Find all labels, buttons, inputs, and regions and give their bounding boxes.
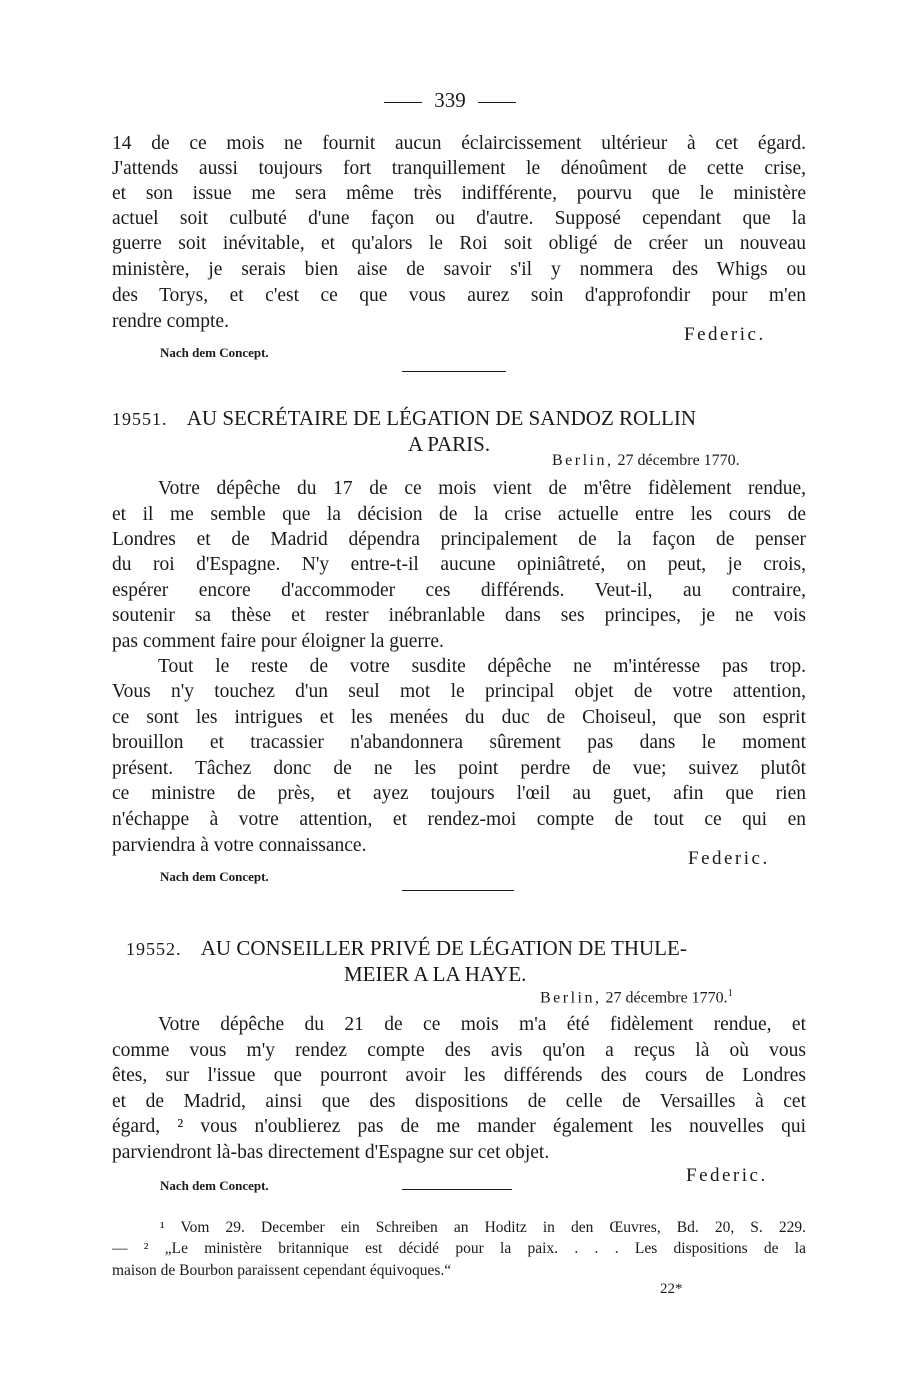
text-line: présent. Tâchez donc de ne les point perdre de vue; suivez plutôt: [112, 758, 806, 779]
signature: Federic.: [688, 848, 770, 869]
footnote-line: — ² „Le ministère britannique est décidé pour la paix. . . . Les dispositions de la: [112, 1240, 806, 1257]
text-line: rendre compte.: [112, 311, 229, 332]
page-number: [0, 88, 900, 113]
text-line: 14 de ce mois ne fournit aucun éclaircissement ultérieur à cet égard.: [112, 133, 806, 154]
text-line: des Torys, et c'est ce que vous aurez soin d'approfondir pour m'en: [112, 285, 806, 306]
text-line: ce sont les intrigues et les menées du duc de Choiseul, que son esprit: [112, 707, 806, 728]
dateline: [552, 452, 740, 470]
text-line: soutenir sa thèse et rester inébranlable dans ses principes, je ne vois: [112, 605, 806, 626]
source-note: Nach dem Concept.: [160, 869, 269, 884]
text-line: du roi d'Espagne. N'y entre-t-il aucune opiniâtreté, on peut, je crois,: [112, 554, 806, 575]
source-note: Nach dem Concept.: [160, 1178, 269, 1193]
text-line: égard, ² vous n'oublierez pas de me mander également les nouvelles qui: [112, 1116, 806, 1137]
text-line: et son issue me sera même très indifférente, pourvu que le ministère: [112, 183, 806, 204]
text-line: comme vous m'y rendez compte des avis qu'on a reçus là où vous: [112, 1040, 806, 1061]
text-line: J'attends aussi toujours fort tranquillement le dénoûment de cette crise,: [112, 158, 806, 179]
text-line: Londres et de Madrid dépendra principalement de la façon de penser: [112, 529, 806, 550]
heading-line-1: AU CONSEILLER PRIVÉ DE LÉGATION DE THULE-: [200, 936, 687, 960]
section-divider: [402, 890, 514, 891]
date-text: 27 décembre 1770.: [605, 989, 728, 1007]
section-divider: [402, 371, 506, 372]
text-line: Tout le reste de votre susdite dépêche ne m'intéresse pas trop.: [158, 656, 806, 677]
letter-number: 19551.: [112, 409, 168, 429]
signature: Federic.: [686, 1165, 768, 1186]
heading-line-2: MEIER A LA HAYE.: [344, 962, 527, 986]
heading-line-2: A PARIS.: [408, 432, 491, 456]
text-line: ce ministre de près, et ayez toujours l'œil au guet, afin que rien: [112, 783, 806, 804]
text-line: Votre dépêche du 21 de ce mois m'a été fidèlement rendue, et: [158, 1014, 806, 1035]
section-divider: [402, 1189, 512, 1190]
footnote-ref: 1: [727, 988, 733, 999]
text-line: et de Madrid, ainsi que des dispositions de celle de Versailles à cet: [112, 1091, 806, 1112]
text-line: guerre soit inévitable, et qu'alors le Roi soit obligé de créer un nouveau: [112, 233, 806, 254]
text-line: espérer encore d'accommoder ces différends. Veut-il, au contraire,: [112, 580, 806, 601]
text-line: êtes, sur l'issue que pourront avoir les différends des cours de Londres: [112, 1065, 806, 1086]
page-number-dash-right: [478, 102, 516, 103]
dateline: [540, 988, 733, 1007]
text-line: actuel soit culbuté d'une façon ou d'autre. Supposé cependant que la: [112, 208, 806, 229]
letter-heading: [126, 936, 687, 961]
date-text: 27 décembre 1770.: [617, 452, 740, 469]
source-note: Nach dem Concept.: [160, 345, 269, 360]
page-number-text: 339: [434, 88, 466, 112]
heading-line-1: AU SECRÉTAIRE DE LÉGATION DE SANDOZ ROLLIN: [186, 406, 697, 430]
text-line: n'échappe à votre attention, et rendez-moi compte de tout ce qui en: [112, 809, 806, 830]
date-place: Berlin,: [540, 989, 602, 1007]
letter-number: 19552.: [126, 939, 182, 959]
date-place: Berlin,: [552, 452, 614, 469]
text-line: pas comment faire pour éloigner la guerre.: [112, 631, 444, 652]
footnote-line: maison de Bourbon paraissent cependant équivoques.“: [112, 1262, 452, 1279]
text-line: parviendront là-bas directement d'Espagne sur cet objet.: [112, 1142, 550, 1163]
letter-heading: [112, 406, 696, 431]
text-line: parviendra à votre connaissance.: [112, 835, 367, 856]
text-line: Votre dépêche du 17 de ce mois vient de m'être fidèlement rendue,: [158, 478, 806, 499]
sheet-signature: 22*: [660, 1281, 683, 1297]
text-line: ministère, je serais bien aise de savoir s'il y nommera des Whigs ou: [112, 259, 806, 280]
text-line: Vous n'y touchez d'un seul mot le principal objet de votre attention,: [112, 681, 806, 702]
text-line: brouillon et tracassier n'abandonnera sûrement pas dans le moment: [112, 732, 806, 753]
footnote-line: ¹ Vom 29. December ein Schreiben an Hoditz in den Œuvres, Bd. 20, S. 229.: [160, 1219, 806, 1236]
page-number-dash-left: [384, 102, 422, 103]
signature: Federic.: [684, 324, 766, 345]
text-line: et il me semble que la décision de la crise actuelle entre les cours de: [112, 504, 806, 525]
